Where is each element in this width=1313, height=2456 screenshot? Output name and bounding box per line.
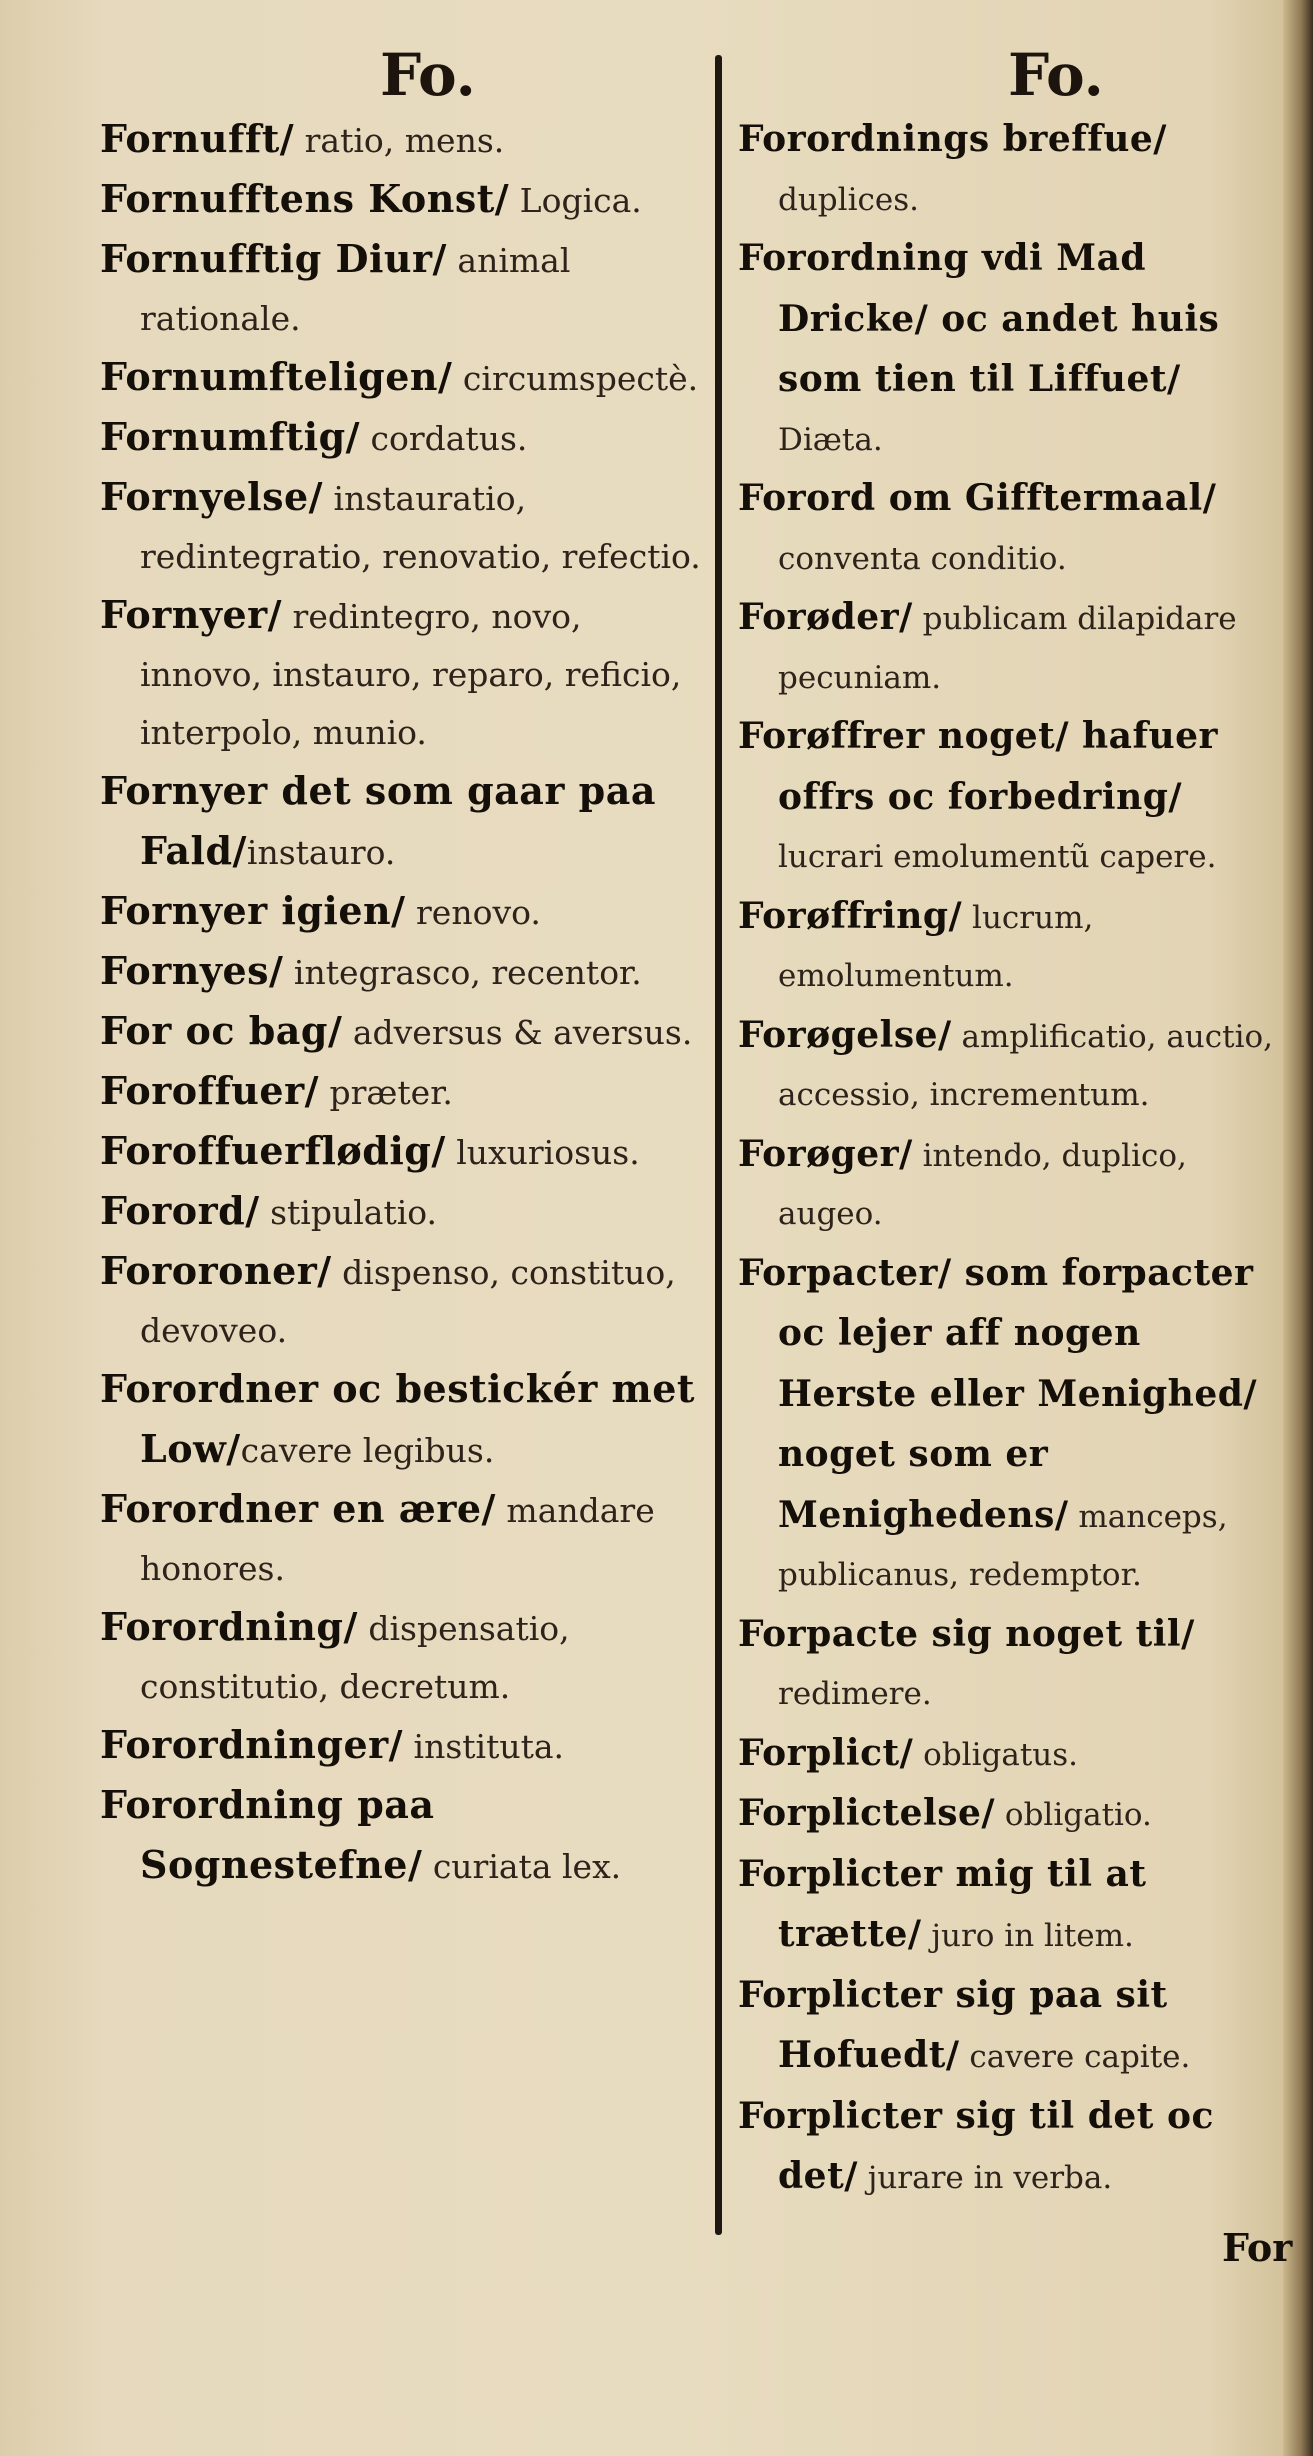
entry-headword: Forplicter sig paa sit Hofuedt/	[738, 1973, 1168, 2076]
entry-headword: Forordning/	[100, 1604, 358, 1649]
entry-gloss: integrasco, recentor.	[283, 953, 642, 992]
dictionary-entry	[100, 1242, 712, 1360]
entry-headword: Forordner oc bestickér met Low/	[100, 1366, 695, 1471]
entry-headword: Forøder/	[738, 596, 913, 638]
dictionary-entry	[738, 110, 1288, 229]
dictionary-entry	[100, 1360, 712, 1480]
dictionary-entry	[100, 1480, 712, 1598]
entry-headword: Forplictelse/	[738, 1792, 996, 1834]
dictionary-entry	[738, 1966, 1288, 2087]
entry-gloss: lucrari emolumentũ capere.	[778, 839, 1217, 875]
entry-gloss: Diæta.	[778, 421, 883, 458]
entry-gloss: instauratio, redintegratio, renovatio, refectio.	[140, 479, 701, 576]
entry-headword: Fornyer/	[100, 592, 283, 637]
dictionary-entry	[100, 1122, 712, 1182]
dictionary-entry	[100, 762, 712, 882]
dictionary-entry	[738, 2087, 1288, 2208]
entry-headword: Fornyes/	[100, 948, 284, 993]
dictionary-entry	[738, 1784, 1288, 1845]
entry-gloss: cavere legibus.	[240, 1431, 495, 1470]
running-header-left: Fo.	[380, 41, 476, 109]
entry-gloss: duplices.	[778, 181, 919, 218]
entry-headword: Forplicter sig til det oc det/	[738, 2094, 1214, 2197]
dictionary-entry	[738, 1125, 1288, 1244]
entry-headword: Forordning vdi Mad Dricke/ oc andet huis som tien til Liffuet/	[738, 237, 1220, 400]
left-column	[100, 40, 712, 1896]
entry-gloss: conventa conditio.	[778, 540, 1067, 577]
entry-gloss: Logica.	[509, 181, 642, 220]
dictionary-entry	[100, 110, 712, 170]
entry-headword: Fornumfteligen/	[100, 354, 453, 399]
entry-gloss: obligatus.	[913, 1736, 1078, 1773]
entry-gloss: curiata lex.	[422, 1847, 622, 1886]
dictionary-entry	[100, 468, 712, 586]
dictionary-entry	[738, 469, 1288, 588]
entry-headword: Forordning paa Sognestefne/	[100, 1782, 435, 1887]
entry-headword: Fornufftig Diur/	[100, 236, 447, 281]
entry-gloss: dispenso, constituo, devoveo.	[140, 1253, 676, 1350]
dictionary-entry	[100, 230, 712, 348]
dictionary-entry	[738, 1845, 1288, 1966]
dictionary-entry	[100, 1002, 712, 1062]
dictionary-entry	[738, 1724, 1288, 1785]
right-entry-list	[738, 110, 1288, 2208]
entry-headword: Forord om Gifftermaal/	[738, 477, 1217, 519]
entry-gloss: animal rationale.	[140, 241, 571, 338]
entry-headword: Fornyer igien/	[100, 888, 406, 933]
dictionary-entry	[100, 1598, 712, 1716]
entry-gloss: redimere.	[778, 1676, 932, 1712]
dictionary-entry	[738, 1006, 1288, 1125]
entry-gloss: dispensatio, constitutio, decretum.	[140, 1609, 570, 1706]
entry-gloss: juro in litem.	[921, 1918, 1134, 1954]
dictionary-entry	[738, 707, 1288, 887]
entry-headword: Forordninger/	[100, 1722, 404, 1767]
dictionary-entry	[100, 882, 712, 942]
dictionary-entry	[100, 1062, 712, 1122]
entry-headword: Fornyer det som gaar paa Fald/	[100, 768, 656, 873]
entry-headword: Fornufft/	[100, 116, 295, 161]
entry-headword: Forordner en ære/	[100, 1486, 496, 1531]
entry-headword: Fornyelse/	[100, 474, 324, 519]
entry-gloss: circumspectè.	[452, 359, 699, 398]
dictionary-entry	[738, 1605, 1288, 1724]
entry-gloss: præter.	[319, 1073, 453, 1112]
dictionary-entry	[100, 586, 712, 762]
entry-headword: For oc bag/	[100, 1008, 343, 1053]
entry-gloss: luxuriosus.	[445, 1133, 640, 1172]
entry-gloss: publicam dilapidare pecuniam.	[778, 601, 1237, 696]
dictionary-entry	[100, 1182, 712, 1242]
entry-gloss: amplificatio, auctio, accessio, incrementum.	[778, 1018, 1274, 1113]
entry-gloss: stipulatio.	[259, 1193, 438, 1232]
entry-gloss: instituta.	[403, 1727, 565, 1766]
entry-gloss: cavere capite.	[959, 2039, 1191, 2075]
entry-gloss: jurare in verba.	[857, 2160, 1113, 2196]
entry-headword: Fornufftens Konst/	[100, 176, 510, 221]
entry-headword: Forplict/	[738, 1731, 914, 1774]
entry-headword: Forøffrer noget/ hafuer offrs oc forbedring/	[738, 715, 1219, 818]
dictionary-entry	[100, 1776, 712, 1896]
dictionary-entry	[738, 1244, 1288, 1605]
dictionary-entry	[738, 229, 1288, 469]
entry-headword: Forord/	[100, 1188, 260, 1233]
entry-headword: Forordnings breffue/	[738, 118, 1167, 160]
entry-gloss: redintegro, novo, innovo, instauro, reparo, reficio, interpolo, munio.	[140, 597, 682, 752]
dictionary-entry	[100, 408, 712, 468]
entry-gloss: lucrum, emolumentum.	[778, 899, 1094, 994]
right-column	[738, 40, 1288, 2208]
entry-gloss: instauro.	[246, 833, 396, 872]
entry-headword: Forpacter/ som forpacter oc lejer aff nogen Herste eller Menighed/ noget som er Menighedens/	[738, 1251, 1258, 1536]
dictionary-entry	[738, 887, 1288, 1006]
entry-headword: Forpacte sig noget til/	[738, 1612, 1195, 1655]
entry-headword: Forøffring/	[738, 894, 963, 937]
entry-gloss: adversus & aversus.	[342, 1013, 693, 1052]
entry-headword: Forplicter mig til at trætte/	[738, 1852, 1147, 1955]
entry-gloss: renovo.	[405, 893, 541, 932]
dictionary-entry	[100, 1716, 712, 1776]
entry-headword: Forøger/	[738, 1132, 913, 1175]
left-entry-list	[100, 110, 712, 1896]
entry-gloss: obligatio.	[995, 1797, 1152, 1833]
entry-headword: Fornumftig/	[100, 414, 361, 459]
entry-headword: Forøgelse/	[738, 1013, 952, 1056]
entry-gloss: manceps, publicanus, redemptor.	[778, 1498, 1228, 1593]
entry-gloss: cordatus.	[360, 419, 528, 458]
dictionary-entry	[100, 170, 712, 230]
dictionary-entry	[100, 348, 712, 408]
entry-gloss: mandare honores.	[140, 1491, 655, 1588]
column-divider	[715, 55, 722, 2235]
entry-headword: Foroffuerflødig/	[100, 1128, 446, 1173]
dictionary-entry	[100, 942, 712, 1002]
entry-headword: Fororoner/	[100, 1248, 332, 1293]
entry-gloss: intendo, duplico, augeo.	[778, 1137, 1187, 1232]
entry-headword: Foroffuer/	[100, 1068, 320, 1113]
dictionary-entry	[738, 588, 1288, 707]
entry-gloss: ratio, mens.	[294, 121, 505, 160]
running-header-right: Fo.	[1008, 41, 1104, 109]
catchword: For	[1222, 2225, 1293, 2270]
